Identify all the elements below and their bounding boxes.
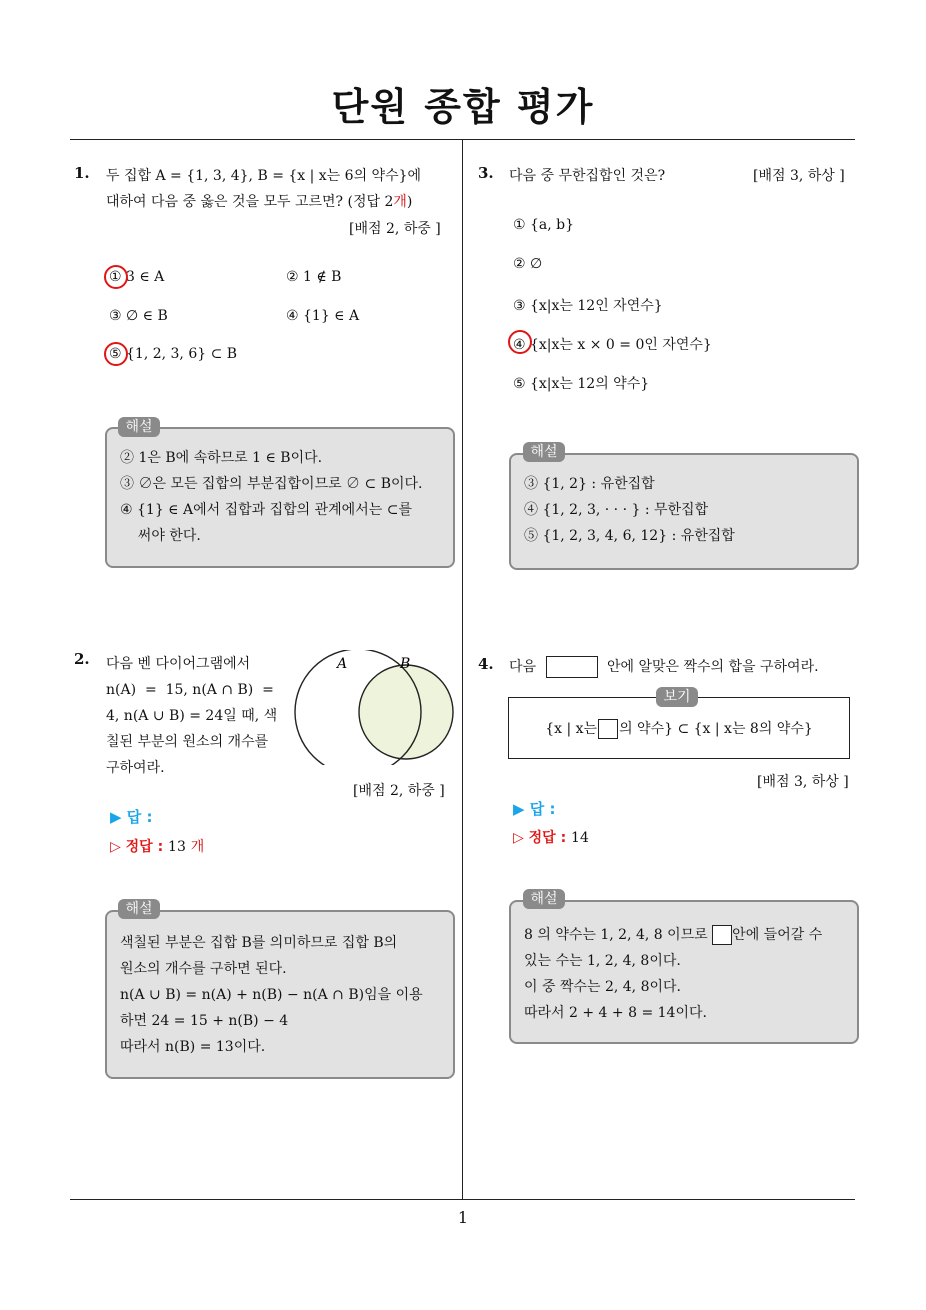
question-text	[106, 191, 412, 211]
question-number: 2.	[74, 650, 90, 668]
choice-2[interactable]: ② 1 ∉ B	[286, 269, 342, 285]
explanation-label: 해설	[118, 899, 160, 919]
column-divider	[462, 140, 463, 1200]
correct-answer	[110, 836, 204, 856]
explanation-line: 따라서 n(B) = 13이다.	[120, 1039, 266, 1055]
correct-value: 13	[168, 839, 186, 855]
set-b-circle	[359, 665, 453, 759]
choice-2[interactable]: ② ∅	[513, 256, 543, 272]
example-text-part: 의 약수} ⊂ {x | x는 8의 약수}	[619, 721, 813, 737]
question-line: 칠된 부분의 원소의 개수를	[106, 734, 269, 750]
explanation-line: ③ {1, 2} : 유한집합	[524, 476, 655, 492]
question-line: 4, n(A ∪ B) = 24일 때, 색	[106, 708, 278, 724]
correct-unit: 개	[190, 839, 205, 855]
selected-answer-mark	[508, 330, 532, 354]
explanation-line: ② 1은 B에 속하므로 1 ∈ B이다.	[120, 450, 323, 466]
selected-answer-mark	[104, 265, 128, 289]
choice-4[interactable]: ④ {x|x는 x × 0 = 0인 자연수}	[513, 337, 712, 353]
explanation-box	[105, 910, 455, 1079]
blank-box	[546, 656, 598, 678]
question-text: 다음 중 무한집합인 것은?	[509, 168, 666, 184]
answer-label[interactable]: ▶ 답 :	[110, 808, 153, 826]
question-text-part: 대하여 다음 중 옳은 것을 모두 고르면? (정답 2	[106, 194, 394, 210]
question-text-part: )	[406, 194, 413, 210]
explanation-line: 색칠된 부분은 집합 B를 의미하므로 집합 B의	[120, 935, 398, 951]
explanation-text-part: 안에 들어갈 수	[732, 927, 823, 943]
points-label: [배점 2, 하중 ]	[353, 783, 445, 799]
answer-count-unit: 개	[393, 194, 407, 210]
answer-label[interactable]: ▶ 답 :	[513, 800, 556, 818]
question-text	[106, 651, 277, 781]
explanation-line: 있는 수는 1, 2, 4, 8이다.	[524, 953, 681, 969]
question-line: 구하여라.	[106, 760, 165, 776]
correct-answer	[513, 827, 589, 847]
explanation-line: n(A ∪ B) = n(A) + n(B) − n(A ∩ B)임을 이용	[120, 987, 423, 1003]
explanation-label: 해설	[523, 889, 565, 909]
correct-value: 14	[571, 830, 589, 846]
choice-1[interactable]: ① 3 ∈ A	[109, 269, 165, 285]
question-line: 다음 벤 다이어그램에서	[106, 656, 251, 672]
explanation-line: 써야 한다.	[120, 528, 201, 544]
explanation-line: 이 중 짝수는 2, 4, 8이다.	[524, 979, 681, 995]
explanation-box	[509, 453, 859, 570]
venn-diagram	[290, 650, 460, 765]
question-text: 두 집합 A = {1, 3, 4}, B = {x | x는 6의 약수}에	[106, 168, 422, 184]
question-text	[509, 656, 819, 678]
explanation-line: 따라서 2 + 4 + 8 = 14이다.	[524, 1005, 707, 1021]
question-text-part: 안에 알맞은 짝수의 합을 구하여라.	[606, 659, 819, 675]
explanation-box	[105, 427, 455, 568]
explanation-label: 해설	[118, 417, 160, 437]
page-title: 단원 종합 평가	[331, 85, 595, 129]
example-text-part: {x | x는	[545, 721, 598, 737]
page-number: 1	[457, 1208, 469, 1227]
explanation-label: 해설	[523, 442, 565, 462]
set-b-label: B	[400, 656, 411, 672]
explanation-line: ③ ∅은 모든 집합의 부분집합이므로 ∅ ⊂ B이다.	[120, 476, 423, 492]
correct-label: ▷ 정답 :	[110, 839, 164, 855]
blank-box	[712, 925, 732, 945]
correct-label: ▷ 정답 :	[513, 830, 567, 846]
points-label: [배점 3, 하상 ]	[757, 774, 849, 790]
selected-answer-mark	[104, 342, 128, 366]
choice-5[interactable]: ⑤ {x|x는 12의 약수}	[513, 376, 650, 392]
explanation-text-part: 8 의 약수는 1, 2, 4, 8 이므로	[524, 927, 708, 943]
example-label: 보기	[656, 687, 698, 707]
blank-box	[598, 719, 618, 739]
choice-1[interactable]: ① {a, b}	[513, 217, 575, 233]
explanation-line: 하면 24 = 15 + n(B) − 4	[120, 1013, 289, 1029]
choice-3[interactable]: ③ ∅ ∈ B	[109, 308, 168, 324]
points-label: [배점 3, 하상 ]	[753, 168, 845, 184]
question-number: 3.	[478, 164, 494, 182]
set-a-label: A	[337, 656, 348, 672]
choice-5[interactable]: ⑤ {1, 2, 3, 6} ⊂ B	[109, 346, 238, 362]
explanation-box	[509, 900, 859, 1044]
explanation-line: ④ {1} ∈ A에서 집합과 집합의 관계에서는 ⊂를	[120, 502, 412, 518]
explanation-line: 원소의 개수를 구하면 된다.	[120, 961, 287, 977]
explanation-line: ④ {1, 2, 3, · · · } : 무한집합	[524, 502, 709, 518]
choice-4[interactable]: ④ {1} ∈ A	[286, 308, 360, 324]
explanation-line: ⑤ {1, 2, 3, 4, 6, 12} : 유한집합	[524, 528, 735, 544]
question-number: 4.	[478, 655, 494, 673]
bottom-divider	[70, 1199, 855, 1200]
explanation-line	[524, 922, 822, 948]
question-line: n(A) = 15, n(A ∩ B) =	[106, 682, 274, 698]
example-content	[509, 718, 849, 739]
points-label: [배점 2, 하중 ]	[349, 221, 441, 237]
choice-3[interactable]: ③ {x|x는 12인 자연수}	[513, 298, 663, 314]
question-text-part: 다음	[509, 659, 537, 675]
question-number: 1.	[74, 164, 90, 182]
